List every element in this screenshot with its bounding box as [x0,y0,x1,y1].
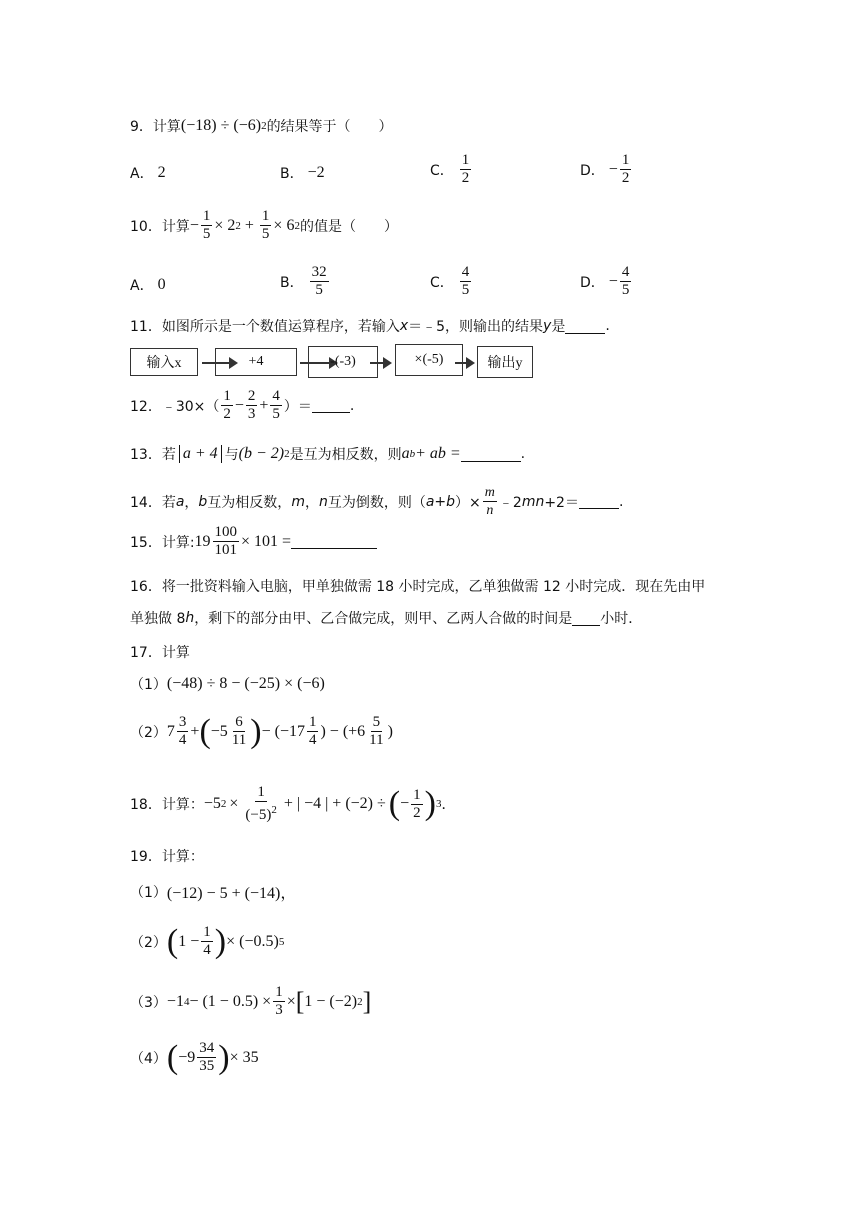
question-9: 9． 计算 (−18) ÷ (−6) 2 的结果等于（ ） [130,117,393,135]
option-c[interactable]: C． $\frac{4}{5}$ [430,264,470,298]
option-c[interactable]: C． $\frac{1}{2}$ [430,152,470,186]
math-expression: (−18) ÷ (−6) [180,117,262,134]
question-19-part-4: （4） ( −9 $\frac{34}{35}$ ) × 35 [130,1038,259,1076]
answer-blank[interactable] [291,534,377,549]
option-b[interactable]: B． $\frac{32}{5}$ [280,264,327,298]
option-b[interactable]: B． −2 [280,164,325,182]
flow-step-add: +4 [215,348,297,376]
flow-step-multiply: ×(-5) [395,344,463,376]
question-number: 10． [130,218,162,235]
question-19-part-3: （3） −1 4 − (1 − 0.5) × $\frac{1}{3}$ × [ 1 − (−2) 2 ] [130,984,372,1018]
question-19-part-2: （2） ( 1 − $\frac{1}{4}$ ) × (−0.5) 5 [130,922,285,960]
option-a[interactable]: A． 2 [130,164,166,182]
question-17-part-2: （2） 7 $\frac{3}{4}$ + ( −5 $\frac{6}{11}$ ) − (−17 $\frac{1}{4}$ ) − (+6 $\frac{5}{11}$ ) [130,712,393,750]
arrow-icon [370,362,390,364]
answer-blank[interactable] [312,398,350,413]
answer-blank[interactable] [579,494,619,509]
question-14: 14．若 a ， b 互为相反数， m ， n 互为倒数，则（ a+b ）× $\frac{m}{n}$ ﹣2 mn +2＝ . [130,485,624,518]
question-17-part-1: （1） (−48) ÷ 8 − (−25) × (−6) [130,675,325,693]
question-18: 18．计算： −5 2 × $\frac{1}{(-5)^2}$ + | −4 | + (−2) ÷ ( − $\frac{1}{2}$ ) 3 ． [130,784,456,823]
option-d[interactable]: D． − $\frac{4}{5}$ [580,264,630,298]
question-16-line-1: 16．将一批资料输入电脑，甲单独做需 18 小时完成，乙单独做需 12 小时完成．现在先由甲 [130,579,706,595]
flow-step-input: 输入x [130,348,198,376]
question-19-title: 19．计算： [130,849,204,865]
question-10: 10． 计算 − $\frac{1}{5}$ × 2 2 + $\frac{1}{5}$ × 6 2 的值是（ ） [130,208,398,242]
question-13: 13．若 a + 4 与 (b − 2) 2 是互为相反数，则 a b + ab = . [130,445,526,463]
question-11: 11．如图所示是一个数值运算程序，若输入 x ＝﹣5，则输出的结果 y 是 . [130,318,610,335]
question-16-line-2: 单独做 8 h ，剩下的部分由甲、乙合做完成，则甲、乙两人合做的时间是 小时． [130,610,643,627]
answer-blank[interactable] [572,611,600,626]
option-d[interactable]: D． − $\frac{1}{2}$ [580,152,630,186]
arrow-icon [455,362,473,364]
question-15: 15．计算: 19 $\frac{100}{101}$ × 101 = [130,524,377,559]
flow-step-output: 输出y [477,346,533,378]
question-12: 12．﹣30×（ $\frac{1}{2}$ − $\frac{2}{3}$ + $\frac{4}{5}$ ）＝ . [130,388,355,422]
option-a[interactable]: A． 0 [130,276,166,294]
question-number: 9． [130,119,153,135]
answer-blank[interactable] [565,319,605,334]
question-17-title: 17．计算 [130,645,190,661]
answer-blank[interactable] [461,447,521,462]
question-19-part-1: （1） (−12) − 5 + (−14)， [130,884,297,902]
flow-step-subtract: -(-3) [308,346,378,378]
